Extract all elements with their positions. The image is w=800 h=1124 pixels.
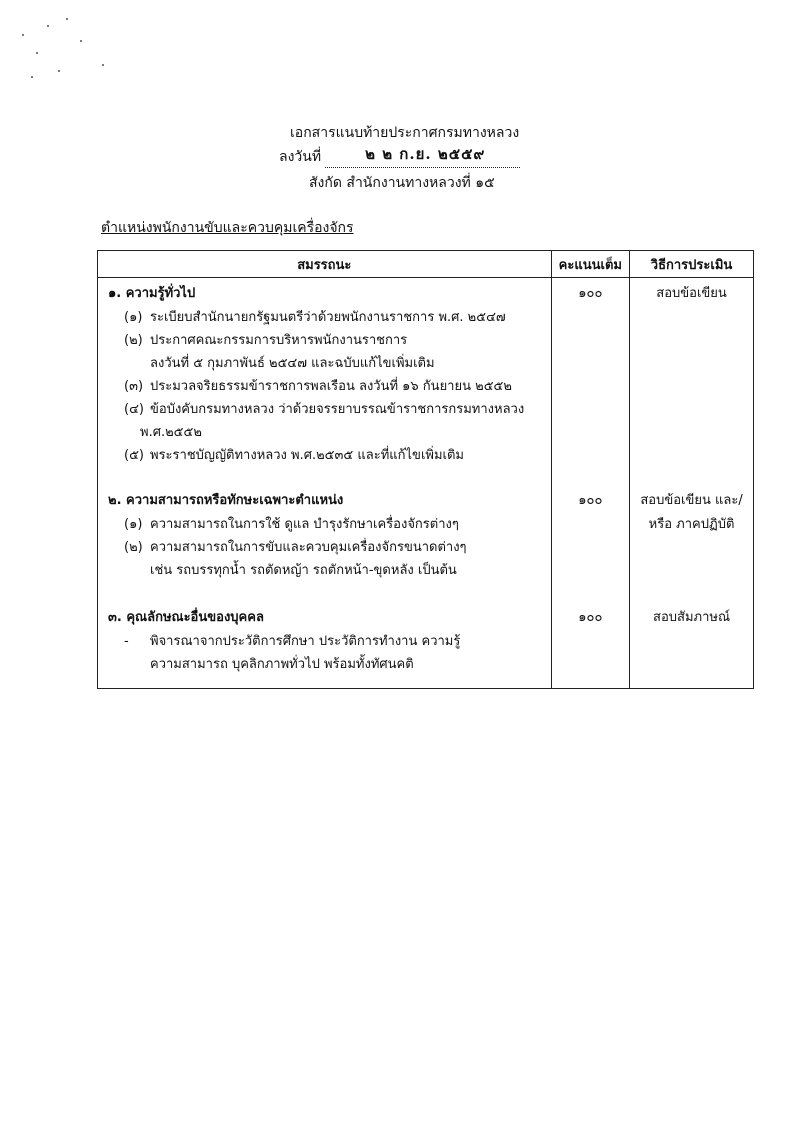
list-item: (๔) ข้อบังคับกรมทางหลวง ว่าด้วยจรรยาบรรณข้าราชการกรมทางหลวง — [124, 402, 525, 417]
score-value: ๑๐๐ — [578, 286, 603, 301]
position-title: ตำแหน่งพนักงานขับและควบคุมเครื่องจักร — [101, 220, 354, 236]
date-line — [279, 146, 520, 168]
list-item: - พิจารณาจากประวัติการศึกษา ประวัติการทำงาน ความรู้ — [124, 634, 461, 649]
score-value: ๑๐๐ — [578, 610, 603, 625]
section-title: ๑. ความรู้ทั่วไป — [108, 286, 196, 301]
method-cell — [630, 485, 754, 602]
table-row — [98, 602, 754, 689]
method-value-line2: หรือ ภาคปฏิบัติ — [648, 517, 735, 532]
score-cell — [551, 602, 629, 689]
list-item-continuation: ความสามารถ บุคลิกภาพทั่วไป พร้อมทั้งทัศนคติ — [150, 657, 414, 672]
list-item: (๑) ระเบียบสำนักนายกรัฐมนตรีว่าด้วยพนักงานราชการ พ.ศ. ๒๕๔๗ — [124, 310, 506, 325]
score-value: ๑๐๐ — [578, 493, 603, 508]
method-value: สอบข้อเขียน และ/ — [640, 493, 743, 508]
competency-cell — [98, 602, 552, 689]
section-title: ๒. ความสามารถหรือทักษะเฉพาะตำแหน่ง — [108, 493, 344, 508]
competency-cell — [98, 278, 552, 486]
header-evaluation-method: วิธีการประเมิน — [630, 251, 754, 278]
list-item-continuation: พ.ศ.๒๕๕๒ — [140, 425, 202, 440]
table-row — [98, 278, 754, 486]
competency-cell — [98, 485, 552, 602]
header-competency: สมรรถนะ — [98, 251, 552, 278]
list-item: (๓) ประมวลจริยธรรมข้าราชการพลเรือน ลงวันที่ ๑๖ กันยายน ๒๕๕๒ — [124, 379, 512, 394]
list-item-continuation: ลงวันที่ ๕ กุมภาพันธ์ ๒๕๔๗ และฉบับแก้ไขเพิ่มเติม — [150, 356, 435, 371]
list-item: (๒) ประกาศคณะกรรมการบริหารพนักงานราชการ — [124, 333, 408, 348]
section-title: ๓. คุณลักษณะอื่นของบุคคล — [108, 610, 264, 625]
competency-table — [97, 250, 754, 689]
score-cell — [551, 485, 629, 602]
list-item: (๒) ความสามารถในการขับและควบคุมเครื่องจักรขนาดต่างๆ — [124, 540, 467, 555]
list-item: (๑) ความสามารถในการใช้ ดูแล บำรุงรักษาเครื่องจักรต่างๆ — [124, 517, 459, 532]
date-label: ลงวันที่ — [279, 149, 322, 165]
list-item-continuation: เช่น รถบรรทุกน้ำ รถตัดหญ้า รถตักหน้า-ขุดหลัง เป็นต้น — [150, 563, 457, 578]
table-header-row — [98, 251, 754, 278]
score-cell — [551, 278, 629, 486]
list-item: (๕) พระราชบัญญัติทางหลวง พ.ศ.๒๕๓๕ และที่แก้ไขเพิ่มเติม — [124, 448, 464, 463]
method-value: สอบข้อเขียน — [656, 286, 727, 301]
method-cell — [630, 602, 754, 689]
table-row — [98, 485, 754, 602]
method-cell — [630, 278, 754, 486]
announcement-title: เอกสารแนบท้ายประกาศกรมทางหลวง — [290, 125, 520, 141]
header-full-score: คะแนนเต็ม — [551, 251, 629, 278]
date-dotted-line — [325, 145, 520, 168]
method-value: สอบสัมภาษณ์ — [653, 610, 731, 625]
affiliation-line: สังกัด สำนักงานทางหลวงที่ ๑๕ — [309, 175, 495, 191]
handwritten-date: ๒ ๒ ก.ย. ๒๕๕๙ — [365, 145, 486, 163]
